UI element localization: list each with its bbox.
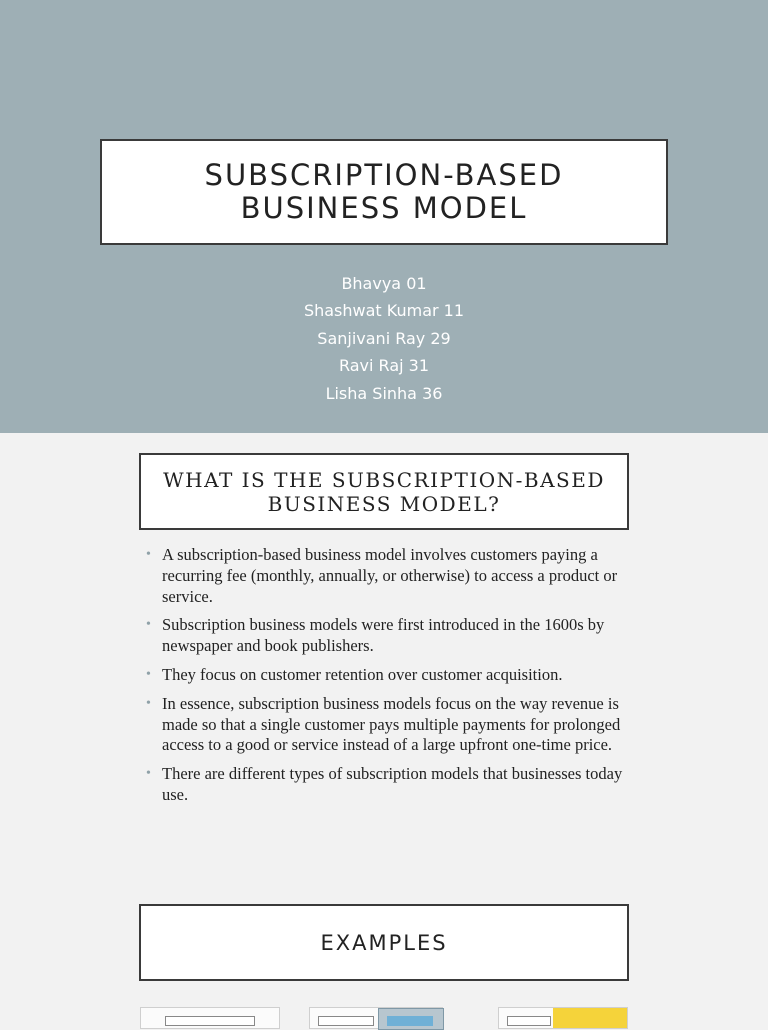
bullet-icon: •	[146, 766, 151, 782]
bullet-icon: •	[146, 617, 151, 633]
bullet-icon: •	[146, 547, 151, 562]
heading-box	[139, 904, 629, 981]
title-box	[100, 139, 668, 245]
slide-heading: WHAT IS THE SUBSCRIPTION-BASED BUSINESS MODEL?	[163, 467, 605, 516]
title-slide	[0, 0, 768, 433]
bullet-list	[146, 545, 646, 814]
bullet-item	[146, 545, 646, 607]
thumbnail-label-box	[507, 1016, 551, 1026]
author-name: Sanjivani Ray 29	[317, 328, 451, 348]
author-name: Bhavya 01	[341, 274, 427, 293]
bullet-item	[146, 665, 646, 686]
bullet-item	[146, 764, 646, 806]
bullet-item	[146, 694, 646, 756]
slide-title: SUBSCRIPTION-BASED BUSINESS MODEL	[204, 158, 564, 225]
example-thumbnail	[309, 1007, 443, 1029]
thumbnail-image	[553, 1008, 627, 1028]
thumbnail-label-box	[318, 1016, 374, 1026]
author-name: Ravi Raj 31	[338, 356, 430, 376]
author-name: Lisha Sinha 36	[325, 383, 443, 403]
author-name: Shashwat Kumar 11	[303, 301, 465, 321]
examples-slide	[0, 873, 768, 1024]
author-list	[0, 270, 768, 407]
thumbnail-image	[378, 1008, 444, 1030]
thumbnail-label-box	[165, 1016, 255, 1026]
heading-box	[139, 453, 629, 530]
example-thumbnail	[140, 1007, 280, 1029]
bullet-text: In essence, subscription business models focus on the way revenue is made so that a single customer pays multiple payments for prolonged access to a good or service instead of a large upfront one-time price.	[162, 693, 621, 755]
bullet-icon: •	[146, 666, 151, 682]
bullet-text: They focus on customer retention over customer acquisition.	[162, 664, 563, 684]
bullet-item	[146, 615, 646, 657]
bullet-icon: •	[146, 695, 151, 711]
definition-slide	[0, 433, 768, 873]
slide-heading: EXAMPLES	[320, 930, 448, 955]
bullet-text: A subscription-based business model involves customers paying a recurring fee (monthly, annually, or otherwise) to access a product or service.	[162, 545, 618, 606]
bullet-text: Subscription business models were first introduced in the 1600s by newspaper and book publishers.	[162, 615, 605, 656]
bullet-text: There are different types of subscription models that businesses today use.	[162, 764, 623, 804]
example-thumbnail	[498, 1007, 628, 1029]
